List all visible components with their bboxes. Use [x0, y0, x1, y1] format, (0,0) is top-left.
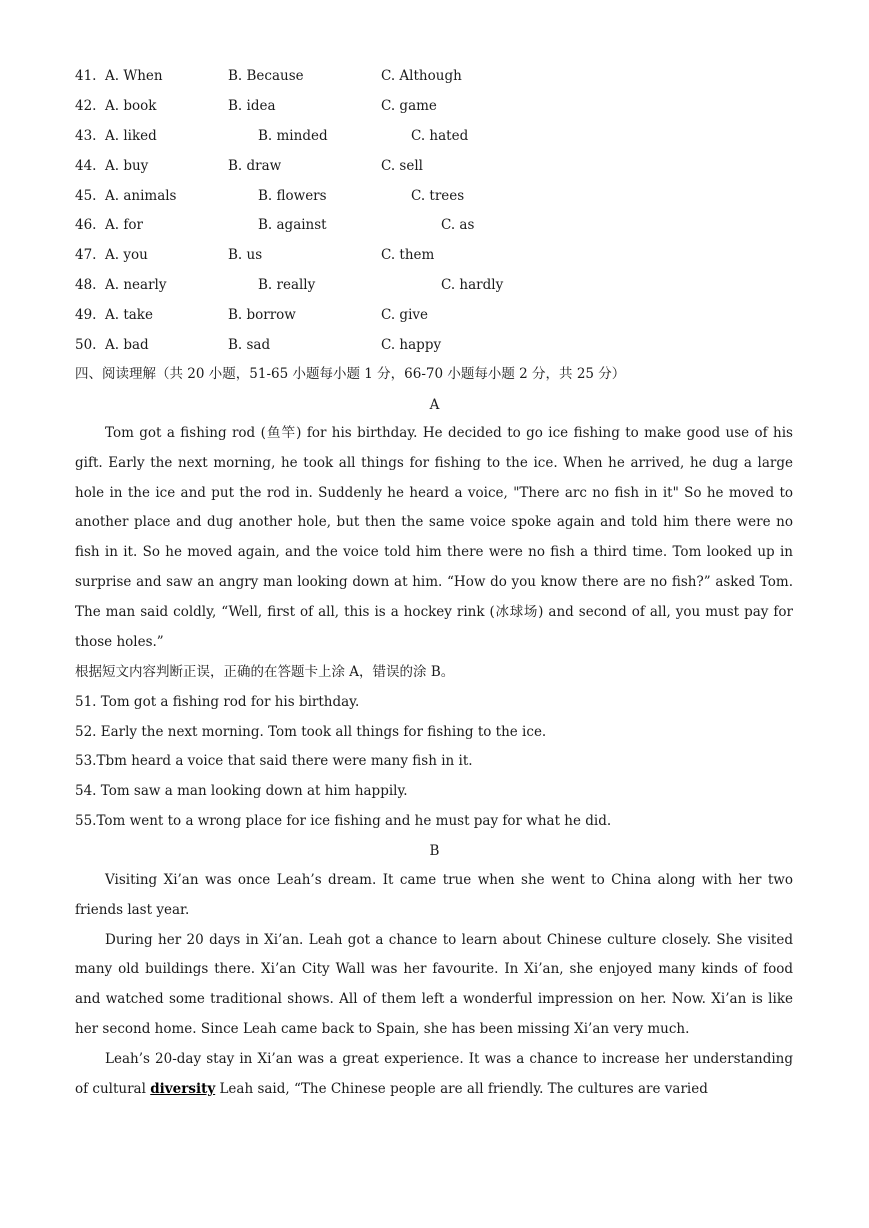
statement-54: 54. Tom saw a man looking down at him happily.	[75, 783, 408, 799]
option-c: C. happy	[381, 337, 442, 353]
keyword-diversity: diversity	[150, 1080, 216, 1097]
question-number: 43.	[75, 128, 97, 144]
option-b: B. borrow	[228, 307, 296, 323]
option-b: B. us	[228, 247, 263, 263]
question-number: 44.	[75, 158, 97, 174]
question-number: 47.	[75, 247, 97, 263]
option-c: C. game	[381, 98, 437, 114]
option-a: A. book	[105, 98, 157, 114]
passage-b-paragraph-2: During her 20 days in Xi’an. Leah got a chance to learn about Chinese culture closely. She visited many old buildings there. Xi’an City Wall was her favourite. In Xi’an, she enjoyed many kinds of food and watched some traditional shows. All of them left a wonderful impression on her. Now. Xi’an is like her second home. Since Leah came back to Spain, she has been missing Xi’an very much.	[75, 931, 793, 1037]
option-c: C. as	[441, 217, 475, 233]
paragraph-3-lead: Leah’s 20-day stay in Xi’an was a great experience. It was a chance to increase her understanding of cultural	[75, 1050, 793, 1097]
option-a: A. When	[105, 68, 163, 84]
option-b: B. flowers	[258, 188, 327, 204]
option-a: A. liked	[105, 128, 157, 144]
question-number: 46.	[75, 217, 97, 233]
paragraph-3-tail: Leah said, “The Chinese people are all friendly. The cultures are varied	[219, 1080, 708, 1097]
question-number: 49.	[75, 307, 97, 323]
option-a: A. you	[105, 247, 148, 263]
option-c: C. trees	[411, 188, 465, 204]
passage-a-label: A	[429, 397, 440, 413]
option-b: B. draw	[228, 158, 282, 174]
option-b: B. sad	[228, 337, 271, 353]
section-heading: 四、阅读理解（共 20 小题，51-65 小题每小题 1 分，66-70 小题每小题 2 分，共 25 分）	[75, 366, 626, 382]
passage-b-text	[75, 866, 793, 1104]
passage-a-instruction: 根据短文内容判断正误，正确的在答题卡上涂 A，错误的涂 B。	[75, 664, 455, 680]
option-c: C. Although	[381, 68, 462, 84]
option-b: B. really	[258, 277, 316, 293]
option-a: A. buy	[105, 158, 149, 174]
option-c: C. hardly	[441, 277, 504, 293]
statement-52: 52. Early the next morning. Tom took all things for fishing to the ice.	[75, 724, 547, 740]
passage-b-paragraph-1: Visiting Xi’an was once Leah’s dream. It came true when she went to China along with her two friends last year.	[75, 872, 793, 918]
option-a: A. bad	[105, 337, 149, 353]
passage-b-label: B	[429, 843, 440, 859]
question-number: 42.	[75, 98, 97, 114]
passage-b-paragraph-3	[75, 1045, 793, 1105]
passage-a-paragraph: Tom got a fishing rod (鱼竿) for his birthday. He decided to go ice fishing to make good use of his gift. Early the next morning, he took all things for fishing to the ice. When he arrived, he dug a large hole in the ice and put the rod in. Suddenly he heard a voice, "There arc no fish in it" So he moved to another place and dug another hole, but then the same voice spoke again and told him there were no fish in it. So he moved again, and the voice told him there were no fish a third time. Tom looked up in surprise and saw an angry man looking down at him. “How do you know there are no fish?” asked Tom. The man said coldly, “Well, first of all, this is a hockey rink (冰球场) and second of all, you must pay for those holes.”	[75, 425, 793, 650]
statement-53: 53.Tbm heard a voice that said there were many fish in it.	[75, 753, 473, 769]
option-c: C. hated	[411, 128, 469, 144]
option-c: C. give	[381, 307, 429, 323]
option-a: A. for	[105, 217, 143, 233]
question-number: 48.	[75, 277, 97, 293]
passage-a-text	[75, 419, 793, 657]
option-c: C. sell	[381, 158, 423, 174]
option-b: B. idea	[228, 98, 276, 114]
statement-51: 51. Tom got a fishing rod for his birthday.	[75, 694, 360, 710]
option-a: A. take	[105, 307, 153, 323]
option-b: B. Because	[228, 68, 304, 84]
option-a: A. nearly	[105, 277, 167, 293]
question-number: 50.	[75, 337, 97, 353]
question-number: 41.	[75, 68, 97, 84]
option-a: A. animals	[105, 188, 177, 204]
option-c: C. them	[381, 247, 435, 263]
option-b: B. against	[258, 217, 327, 233]
option-b: B. minded	[258, 128, 328, 144]
question-number: 45.	[75, 188, 97, 204]
statement-55: 55.Tom went to a wrong place for ice fishing and he must pay for what he did.	[75, 813, 612, 829]
